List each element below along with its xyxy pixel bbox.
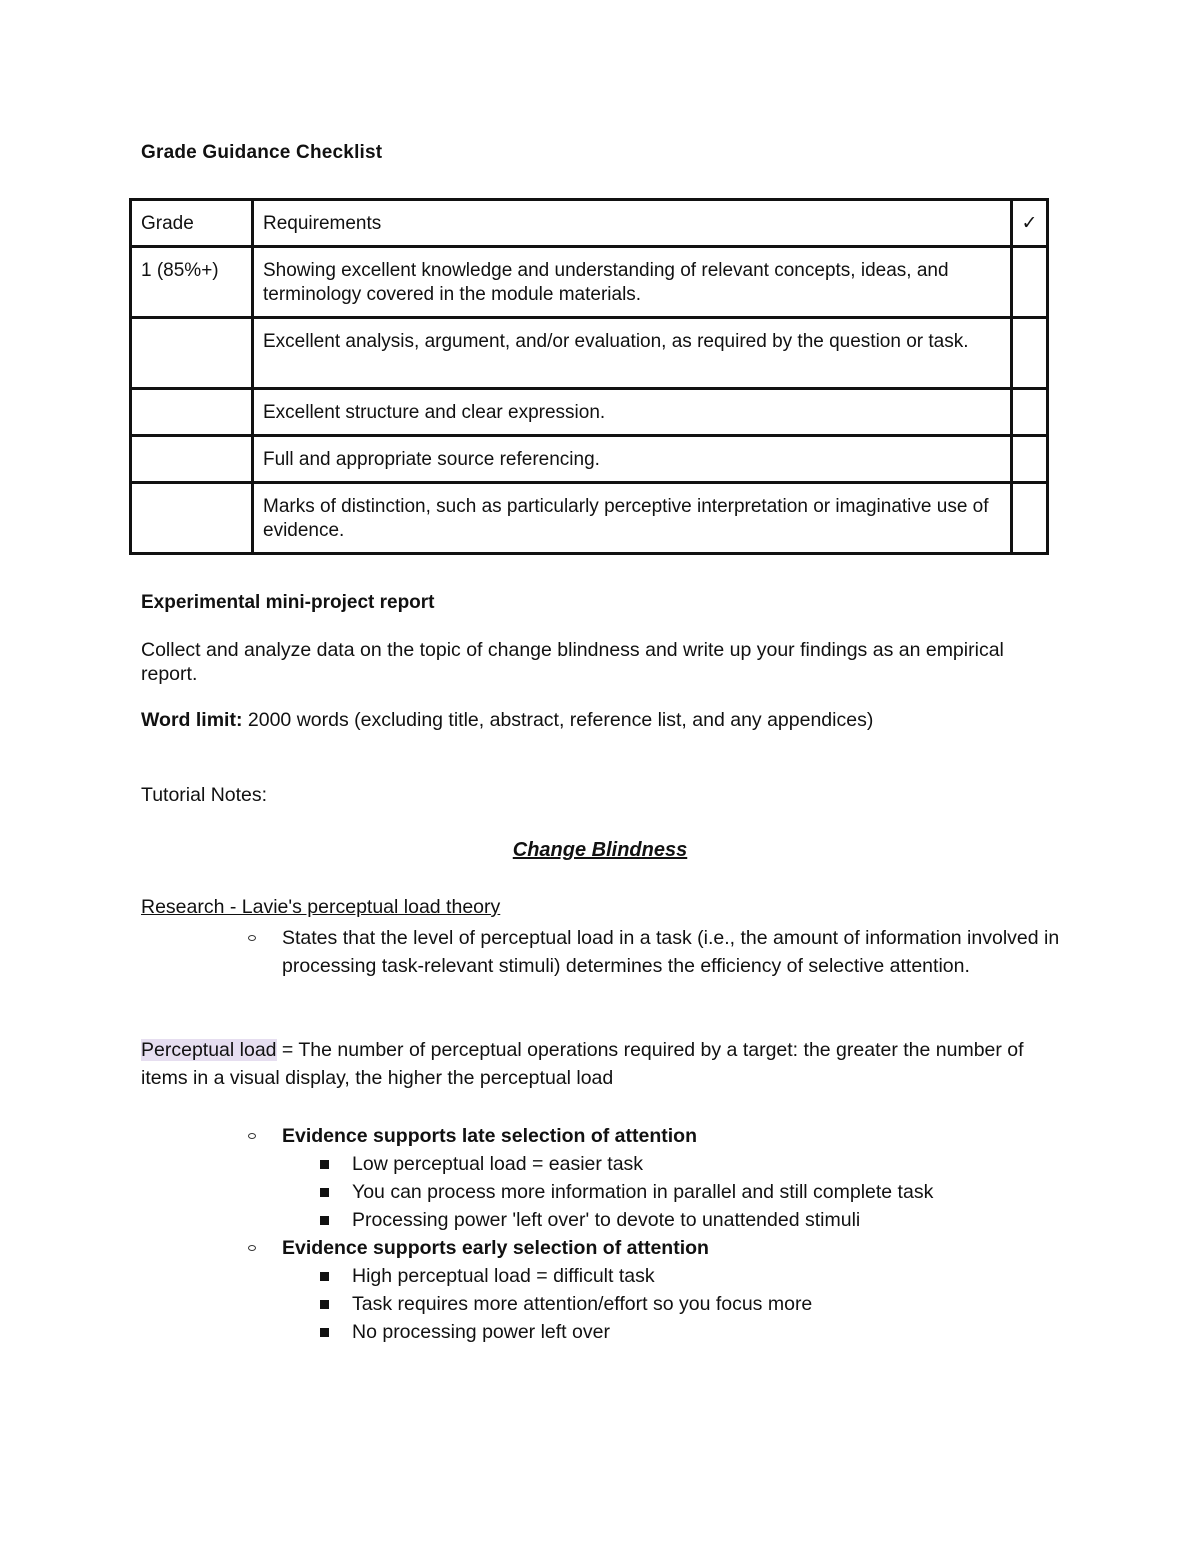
circle-bullet-icon <box>248 1245 256 1251</box>
change-blindness-heading: Change Blindness <box>512 839 688 861</box>
section-title: Experimental mini-project report <box>141 592 435 613</box>
table-row <box>131 247 1048 318</box>
square-bullet-icon <box>320 1216 329 1225</box>
square-bullet-icon <box>320 1300 329 1309</box>
evidence-points <box>246 1150 1076 1234</box>
evidence-title: Evidence supports late selection of attention <box>282 1125 697 1147</box>
list-item <box>316 1206 1076 1234</box>
collect-paragraph: Collect and analyze data on the topic of change blindness and write up your findings as an empirical report. <box>141 639 1004 685</box>
word-limit-text: 2000 words (excluding title, abstract, reference list, and any appendices) <box>247 709 874 731</box>
evidence-point: Processing power 'left over' to devote to unattended stimuli <box>352 1209 861 1231</box>
perceptual-load-term: Perceptual load <box>141 1039 277 1061</box>
evidence-point: Low perceptual load = easier task <box>352 1153 644 1175</box>
evidence-point: High perceptual load = difficult task <box>352 1265 655 1287</box>
word-limit-label: Word limit: <box>141 709 243 731</box>
evidence-point: Task requires more attention/effort so you focus more <box>352 1293 813 1315</box>
check-cell[interactable] <box>1012 389 1048 436</box>
circle-bullet-icon <box>248 1133 256 1139</box>
evidence-list <box>246 1122 1076 1346</box>
header-requirements: Requirements <box>253 200 1012 247</box>
requirement-cell: Excellent structure and clear expression. <box>253 389 1012 436</box>
list-item <box>316 1150 1076 1178</box>
grade-cell <box>131 318 253 389</box>
grade-cell <box>131 483 253 554</box>
word-limit-paragraph <box>141 708 1021 732</box>
perceptual-load-def: = The number of perceptual operations required by a target: the greater the number of items in a visual display, the higher the perceptual load <box>141 1039 1024 1089</box>
requirement-cell: Full and appropriate source referencing. <box>253 436 1012 483</box>
list-item <box>246 924 1076 980</box>
list-item <box>316 1178 1076 1206</box>
list-item <box>316 1318 1076 1346</box>
header-grade: Grade <box>131 200 253 247</box>
table-header-row <box>131 200 1048 247</box>
grade-cell: 1 (85%+) <box>131 247 253 318</box>
square-bullet-icon <box>320 1188 329 1197</box>
grade-cell <box>131 436 253 483</box>
square-bullet-icon <box>320 1328 329 1337</box>
list-item <box>316 1262 1076 1290</box>
table-row <box>131 436 1048 483</box>
table-row <box>131 389 1048 436</box>
theory-point: States that the level of perceptual load in a task (i.e., the amount of information involved in processing task-relevant stimuli) determines the efficiency of selective attention. <box>282 927 1060 977</box>
header-check: ✓ <box>1012 200 1048 247</box>
perceptual-load-definition <box>141 1036 1041 1092</box>
circle-bullet-icon <box>248 935 256 941</box>
requirement-cell: Showing excellent knowledge and understanding of relevant concepts, ideas, and terminology covered in the module materials. <box>253 247 1012 318</box>
evidence-points <box>246 1262 1076 1346</box>
requirement-cell: Marks of distinction, such as particularly perceptive interpretation or imaginative use of evidence. <box>253 483 1012 554</box>
document-title: Grade Guidance Checklist <box>141 142 383 163</box>
requirement-cell: Excellent analysis, argument, and/or evaluation, as required by the question or task. <box>253 318 1012 389</box>
tutorial-notes-label: Tutorial Notes: <box>141 784 268 806</box>
check-cell[interactable] <box>1012 247 1048 318</box>
grade-cell <box>131 389 253 436</box>
evidence-point: No processing power left over <box>352 1321 610 1343</box>
check-cell[interactable] <box>1012 483 1048 554</box>
table-row <box>131 483 1048 554</box>
list-item <box>246 1122 1076 1150</box>
grade-checklist-table <box>129 198 1049 555</box>
square-bullet-icon <box>320 1272 329 1281</box>
check-cell[interactable] <box>1012 318 1048 389</box>
check-cell[interactable] <box>1012 436 1048 483</box>
square-bullet-icon <box>320 1160 329 1169</box>
evidence-title: Evidence supports early selection of attention <box>282 1237 709 1259</box>
research-heading: Research - Lavie's perceptual load theory <box>141 896 501 918</box>
list-item <box>316 1290 1076 1318</box>
theory-list <box>246 924 1076 980</box>
table-row <box>131 318 1048 389</box>
evidence-point: You can process more information in parallel and still complete task <box>352 1181 934 1203</box>
list-item <box>246 1234 1076 1262</box>
